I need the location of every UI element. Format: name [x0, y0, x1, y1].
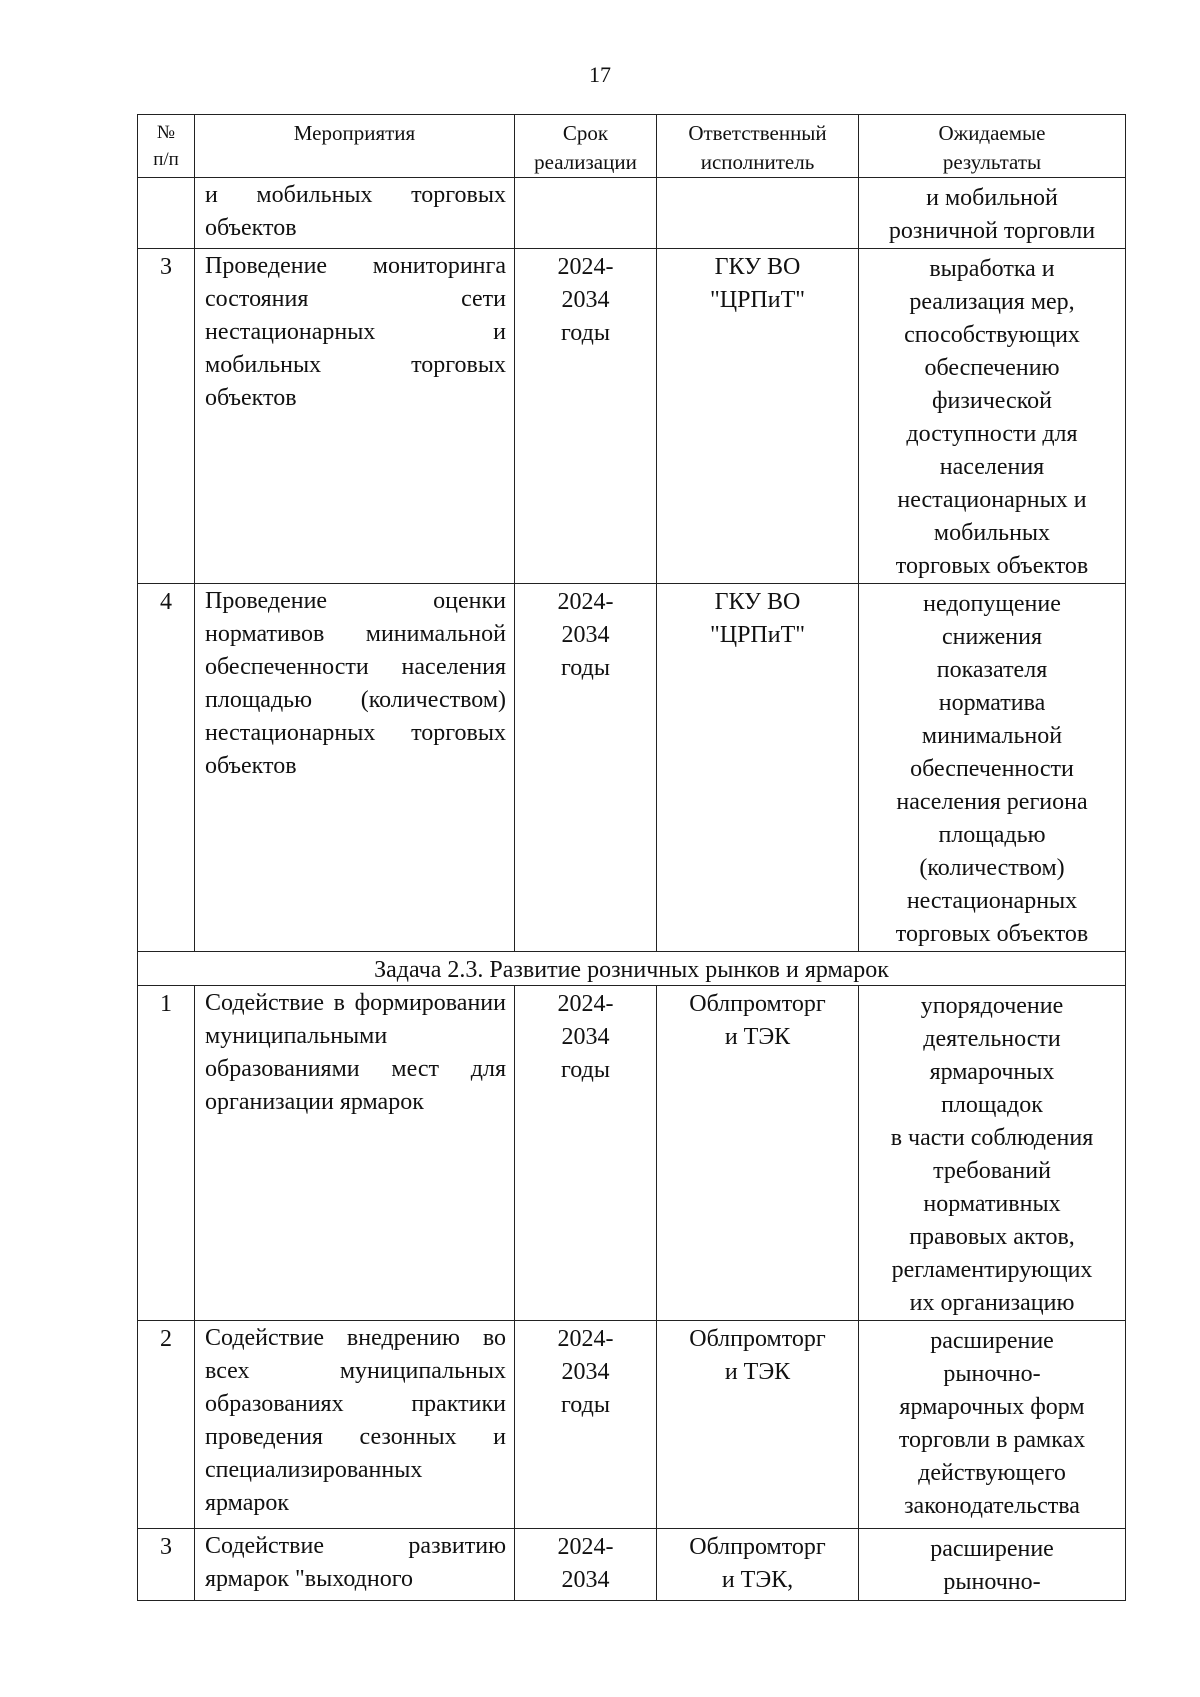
- row-num: 2: [138, 1321, 195, 1529]
- row-activity: Содействие развитию ярмарок "выходного: [195, 1529, 515, 1601]
- table-row: [138, 178, 1126, 249]
- header-results: Ожидаемые результаты: [859, 115, 1126, 178]
- header-num: № п/п: [138, 115, 195, 178]
- page-number: 17: [589, 62, 611, 87]
- table-row: [138, 584, 1126, 952]
- row-responsible: Облпромторг и ТЭК,: [657, 1529, 859, 1601]
- row-result: и мобильной розничной торговли: [859, 178, 1126, 249]
- row-term: 2024- 2034 годы: [515, 584, 657, 952]
- row-term: [515, 178, 657, 249]
- row-result: выработка и реализация мер, способствующих обеспечению физической доступности для населения нестационарных и мобильных торговых объектов: [859, 249, 1126, 584]
- row-num: 4: [138, 584, 195, 952]
- row-activity: Проведение мониторинга состояния сети нестационарных и мобильных торговых объектов: [195, 249, 515, 584]
- table-row: [138, 1321, 1126, 1529]
- row-activity: и мобильных торговых объектов: [195, 178, 515, 249]
- table-row: [138, 986, 1126, 1321]
- table-header-row: [138, 115, 1126, 178]
- row-num: [138, 178, 195, 249]
- task-row: [138, 952, 1126, 986]
- row-responsible: Облпромторг и ТЭК: [657, 986, 859, 1321]
- header-term: Срок реализации: [515, 115, 657, 178]
- row-activity: Содействие внедрению во всех муниципальных образованиях практики проведения сезонных и специализированных ярмарок: [195, 1321, 515, 1529]
- row-term: 2024- 2034: [515, 1529, 657, 1601]
- row-activity: Содействие в формировании муниципальными образованиями мест для организации ярмарок: [195, 986, 515, 1321]
- row-result: недопущение снижения показателя норматива минимальной обеспеченности населения региона площадью (количеством) нестационарных торговых объектов: [859, 584, 1126, 952]
- row-result: расширение рыночно-: [859, 1529, 1126, 1601]
- header-responsible: Ответственный исполнитель: [657, 115, 859, 178]
- row-responsible: ГКУ ВО "ЦРПиТ": [657, 249, 859, 584]
- row-responsible: Облпромторг и ТЭК: [657, 1321, 859, 1529]
- row-result: расширение рыночно- ярмарочных форм торговли в рамках действующего законодательства: [859, 1321, 1126, 1529]
- row-activity: Проведение оценки нормативов минимальной обеспеченности населения площадью (количеством) нестационарных торговых объектов: [195, 584, 515, 952]
- row-num: 3: [138, 249, 195, 584]
- row-term: 2024- 2034 годы: [515, 249, 657, 584]
- header-activities: Мероприятия: [195, 115, 515, 178]
- row-num: 3: [138, 1529, 195, 1601]
- table-row: [138, 249, 1126, 584]
- row-responsible: ГКУ ВО "ЦРПиТ": [657, 584, 859, 952]
- task-title: Задача 2.3. Развитие розничных рынков и ярмарок: [138, 952, 1126, 986]
- activities-table: [137, 114, 1126, 1601]
- row-num: 1: [138, 986, 195, 1321]
- row-responsible: [657, 178, 859, 249]
- table-row: [138, 1529, 1126, 1601]
- row-term: 2024- 2034 годы: [515, 1321, 657, 1529]
- row-result: упорядочение деятельности ярмарочных площадок в части соблюдения требований нормативных правовых актов, регламентирующих их организацию: [859, 986, 1126, 1321]
- row-term: 2024- 2034 годы: [515, 986, 657, 1321]
